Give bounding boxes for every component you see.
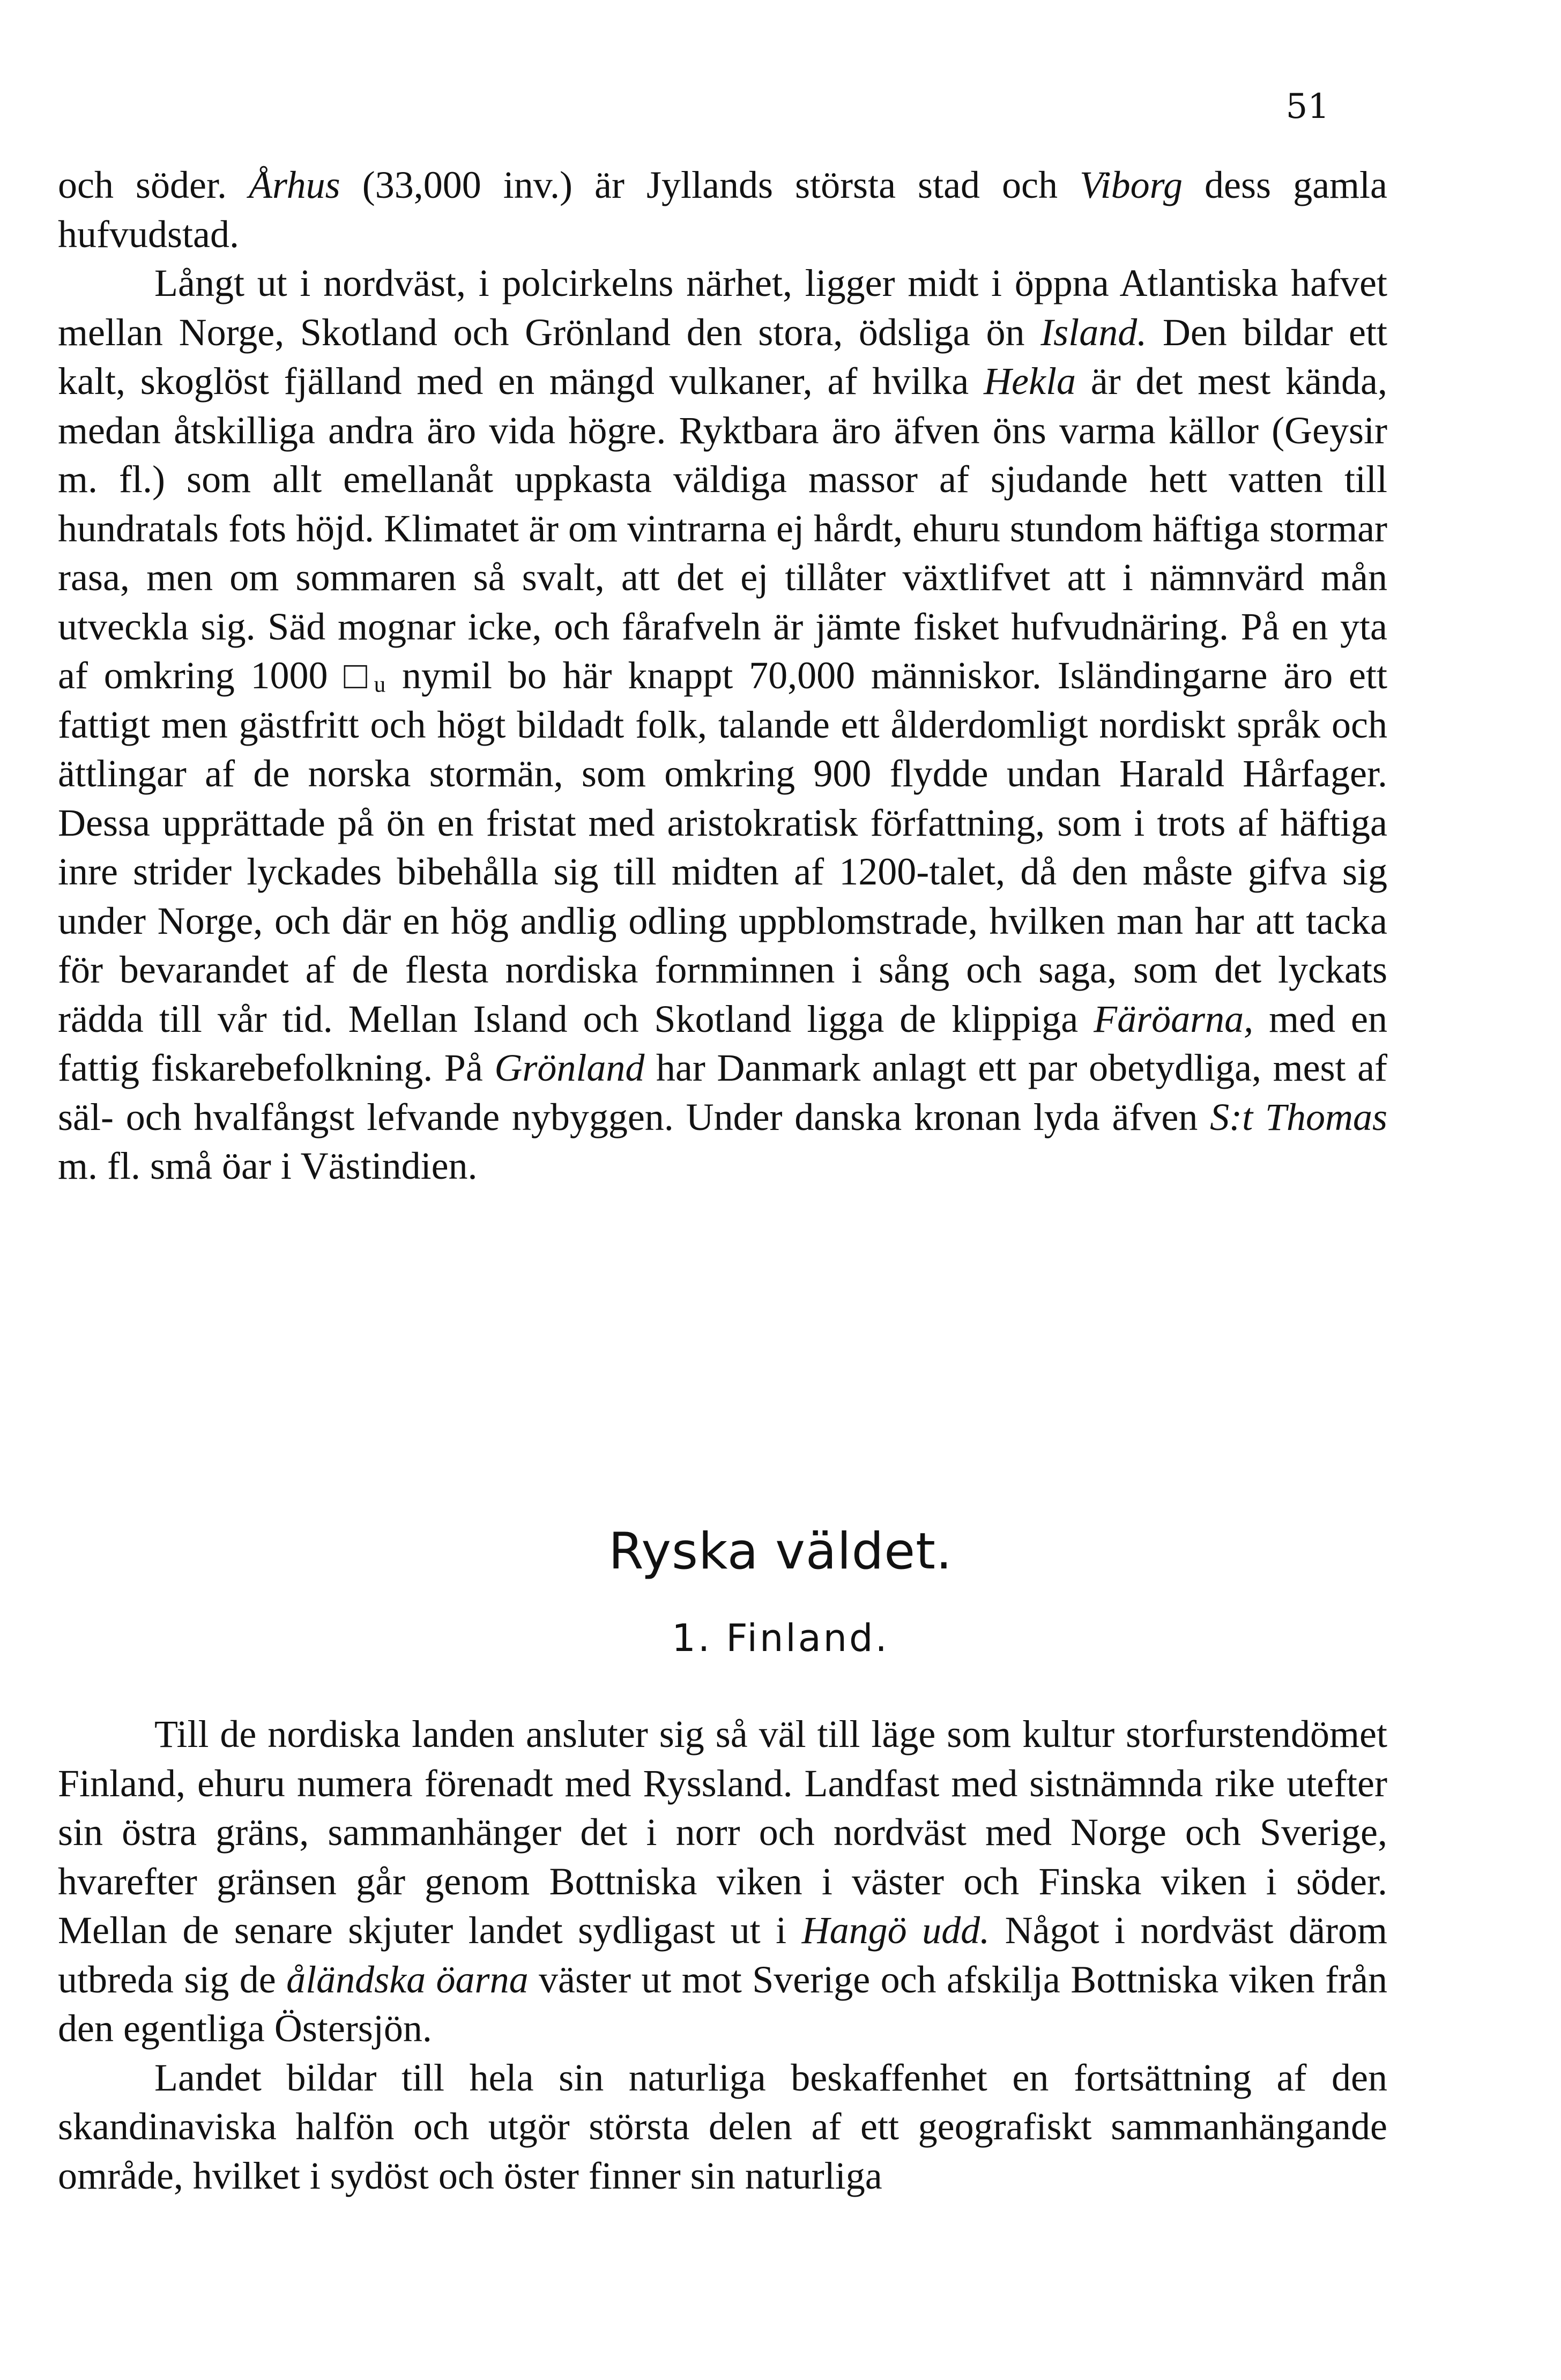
- paragraph-jylland: [58, 161, 1387, 259]
- paragraph-island: [58, 259, 1387, 1191]
- text-run: har Danmark anlagt ett par obetydliga, mest af säl- och hvalfångst lefvande nybyggen. Under danska kronan lyda äfven: [58, 1046, 1387, 1139]
- page-number: 51: [1285, 87, 1329, 127]
- text-run: Långt ut i nordväst, i polcirkelns närhet, ligger midt i öppna Atlantiska hafvet mellan Norge, Skotland och Grönland den stora, ödsliga ön: [58, 262, 1387, 354]
- place-name-alandska-oarna: åländska öarna: [286, 1958, 529, 2001]
- section-heading: 1. Finland.: [672, 1616, 889, 1660]
- place-name-faroarna: Färöarna,: [1094, 997, 1254, 1040]
- place-name-arhus: Århus: [248, 163, 340, 206]
- place-name-hekla: Hekla: [984, 360, 1076, 403]
- place-name-gronland: Grönland: [494, 1046, 645, 1089]
- text-run: och söder.: [58, 163, 249, 206]
- text-run: Landet bildar till hela sin naturliga beskaffenhet en fortsättning af den skandinaviska halfön och utgör största delen af ett geografiskt sammanhängande område, hvilket i sydöst och öster finner sin naturliga: [58, 2056, 1387, 2197]
- text-run: dess gamla hufvudstad.: [58, 163, 1387, 256]
- place-name-st-thomas: S:t Thomas: [1210, 1095, 1387, 1139]
- text-run: m. fl. små öar i Västindien.: [58, 1144, 478, 1187]
- place-name-viborg: Viborg: [1080, 163, 1183, 206]
- paragraph-finland-nature: [58, 2054, 1387, 2201]
- chapter-heading: Ryska väldet.: [608, 1522, 953, 1581]
- text-run: Den bildar ett kalt, skoglöst fjälland med en mängd vulkaner, af hvilka: [58, 310, 1387, 403]
- text-run: Till de nordiska landen ansluter sig så väl till läge som kultur storfurstendömet Finland, ehuru numera förenadt med Ryssland. Landfast med sistnämnda rike utefter sin östra gräns, sammanhänger det i norr och nordväst med Norge och Sverige, hvarefter gränsen går genom Bottniska viken i väster och Finska viken i söder. Mellan de senare skjuter landet sydligast ut i: [58, 1713, 1387, 1952]
- text-run: Något i nordväst därom utbreda sig de: [58, 1909, 1388, 2001]
- text-block-finland: [58, 1710, 1387, 2200]
- text-run: med en fattig fiskarebefolkning. På: [58, 997, 1388, 1089]
- text-run: väster ut mot Sverige och afskilja Bottniska viken från den egentliga Östersjön.: [58, 1958, 1388, 2050]
- text-block-intro: [58, 161, 1387, 1191]
- text-run: är det mest kända, medan åtskilliga andra äro vida högre. Ryktbara äro äfven öns varma källor (Geysir m. fl.) som allt emellanåt uppkasta väldiga massor af sjudande hett vatten till hundratals fots höjd. Klimatet är om vintrarna ej hårdt, ehuru stundom häftiga stormar rasa, men om sommaren så svalt, att det ej tillåter växtlifvet att i nämnvärd mån utveckla sig. Säd mognar icke, och fårafveln är jämte fisket hufvudnäring. På en yta af omkring 1000 □ᵤ nymil bo här knappt 70,000 människor. Isländingarne äro ett fattigt men gästfritt och högt bildadt folk, talande ett ålderdomligt nordiskt språk och ättlingar af de norska stormän, som omkring 900 flydde undan Harald Hårfager. Dessa upprättade på ön en fristat med aristokratisk författning, som i trots af häftiga inre strider lyckades bibehålla sig till midten af 1200-talet, då den måste gifva sig under Norge, och där en hög andlig odling uppblomstrade, hvilken man har att tacka för bevarandet af de flesta nordiska fornminnen i sång och saga, som det lyckats rädda till vår tid. Mellan Island och Skotland ligga de klippiga: [58, 360, 1388, 1040]
- place-name-island: Island.: [1040, 310, 1147, 354]
- place-name-hango-udd: Hangö udd.: [801, 1909, 990, 1952]
- text-run: (33,000 inv.) är Jyllands största stad och: [340, 163, 1080, 206]
- paragraph-finland-location: [58, 1710, 1387, 2054]
